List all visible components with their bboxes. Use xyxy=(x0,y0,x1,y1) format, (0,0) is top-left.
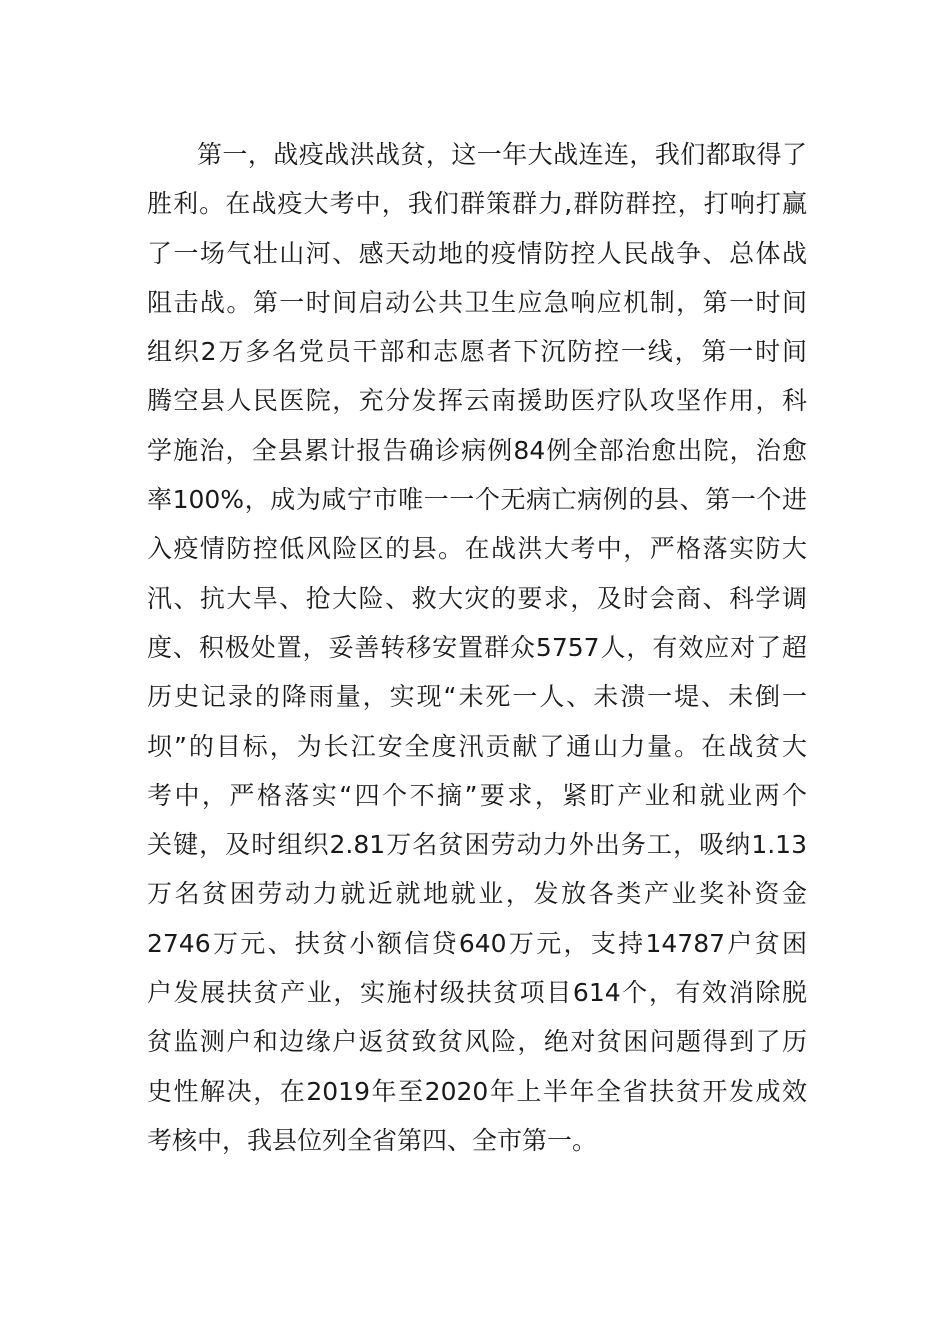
paragraph-line: 腾空县人民医院，充分发挥云南援助医疗队攻坚作用，科 xyxy=(147,386,807,416)
paragraph-line: 率100%，成为咸宁市唯一一个无病亡病例的县、第一个进 xyxy=(147,485,807,515)
paragraph-line: 入疫情防控低风险区的县。在战洪大考中，严格落实防大 xyxy=(147,534,807,564)
paragraph-line: 学施治，全县累计报告确诊病例84例全部治愈出院，治愈 xyxy=(147,435,807,465)
paragraph-line: 考中，严格落实“四个不摘”要求，紧盯产业和就业两个 xyxy=(147,780,807,810)
paragraph-line: 考核中，我县位列全省第四、全市第一。 xyxy=(147,1125,598,1155)
paragraph-line: 坝”的目标，为长江安全度汛贡献了通山力量。在战贫大 xyxy=(147,731,807,761)
paragraph-line: 组织2万多名党员干部和志愿者下沉防控一线，第一时间 xyxy=(147,337,807,367)
paragraph-line: 史性解决，在2019年至2020年上半年全省扶贫开发成效 xyxy=(147,1076,807,1106)
paragraph-line: 关键，及时组织2.81万名贫困劳动力外出务工，吸纳1.13 xyxy=(147,830,807,860)
body-paragraph xyxy=(147,130,807,1165)
paragraph-line: 户发展扶贫产业，实施村级扶贫项目614个，有效消除脱 xyxy=(147,978,807,1008)
paragraph-line: 贫监测户和边缘户返贫致贫风险，绝对贫困问题得到了历 xyxy=(147,1027,807,1057)
paragraph-line: 度、积极处置，妥善转移安置群众5757人，有效应对了超 xyxy=(147,632,807,662)
paragraph-line: 历史记录的降雨量，实现“未死一人、未溃一堤、未倒一 xyxy=(147,682,807,712)
paragraph-line: 阻击战。第一时间启动公共卫生应急响应机制，第一时间 xyxy=(147,287,807,317)
paragraph-line: 了一场气壮山河、感天动地的疫情防控人民战争、总体战 xyxy=(147,238,807,268)
paragraph-line: 2746万元、扶贫小额信贷640万元，支持14787户贫困 xyxy=(147,928,807,958)
paragraph-line: 汛、抗大旱、抢大险、救大灾的要求，及时会商、科学调 xyxy=(147,583,807,613)
paragraph-line: 万名贫困劳动力就近就地就业，发放各类产业奖补资金 xyxy=(147,879,807,909)
paragraph-line: 第一，战疫战洪战贫，这一年大战连连，我们都取得了 xyxy=(197,140,807,169)
paragraph-line: 胜利。在战疫大考中，我们群策群力,群防群控，打响打赢 xyxy=(147,189,807,219)
